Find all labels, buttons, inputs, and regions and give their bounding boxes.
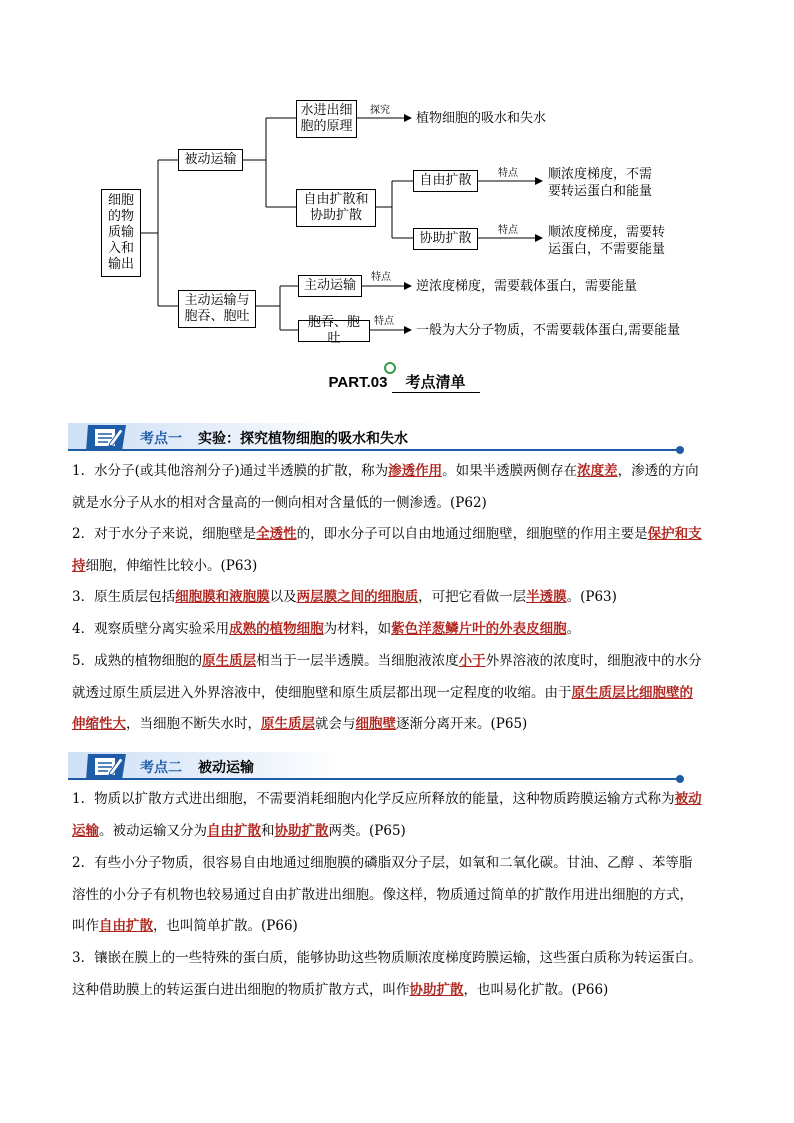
text-span: 。 <box>566 621 581 637</box>
diagram-connectors <box>0 0 794 360</box>
osmosis-arrow-label: 探究 <box>370 105 390 116</box>
keyword: 协助扩散 <box>409 981 464 998</box>
active-group-node: 主动运输与 胞吞、胞吐 <box>178 290 256 328</box>
keyword: 原生质层 <box>202 653 257 669</box>
text-span: 和 <box>261 822 275 839</box>
keyword: 紫色洋葱鳞片叶的外表皮细胞 <box>391 621 567 637</box>
paragraph-2-3 <box>72 943 732 1006</box>
endocytosis-arrow-label: 特点 <box>374 316 394 327</box>
text-span: 为材料，如 <box>323 621 392 637</box>
text-span: 1．物质以扩散方式进出细胞，不需要消耗细胞内化学反应所释放的能量，这种物质跨膜运输方式称为 <box>72 791 675 807</box>
facilitated-result-text: 顺浓度梯度，需要转 运蛋白，不需要能量 <box>548 225 666 257</box>
paragraph-1-4 <box>72 614 732 646</box>
keyword: 小于 <box>458 653 486 669</box>
text-span: 细胞，伸缩性比较小。(P63) <box>85 557 258 574</box>
text-span: ，当细胞不断失水时， <box>126 716 261 732</box>
text-span: ，渗透的方向 <box>617 463 699 479</box>
text-span: 就是水分子从水的相对含量高的一侧向相对含量低的一侧渗透。(P62) <box>72 494 487 511</box>
keyword: 自由扩散 <box>207 822 261 839</box>
diagram-root-node: 细胞 的物 质输 入和 输出 <box>101 189 141 277</box>
section-header-rule <box>68 778 680 780</box>
text-span: 2．对于水分子来说，细胞壁是 <box>72 526 257 542</box>
text-span: 2．有些小分子物质，很容易自由地通过细胞膜的磷脂双分子层，如氧和二氧化碳。甘油、乙醇 、苯等脂 <box>72 855 693 871</box>
keyword: 全透性 <box>256 526 297 542</box>
keyword: 半透膜 <box>526 589 567 605</box>
diffusion-group-node: 自由扩散和 协助扩散 <box>296 189 376 227</box>
text-span: 1．水分子(或其他溶剂分子)通过半透膜的扩散，称为 <box>72 463 389 479</box>
text-span: 叫作 <box>72 918 99 934</box>
keyword: 原生质层 <box>261 716 315 732</box>
text-span: ，也叫简单扩散。(P66) <box>153 918 298 934</box>
keyword: 渗透作用 <box>388 463 443 479</box>
keyword: 细胞膜和液胞膜 <box>175 589 270 605</box>
text-span: 就透过原生质层进入外界溶液中，使细胞壁和原生质层都出现一定程度的收缩。由于 <box>72 684 572 701</box>
section-header-dot <box>676 446 684 454</box>
text-span: ，可把它看做一层 <box>418 589 527 605</box>
section-header-rule <box>68 449 680 451</box>
text-span: 。被动运输又分为 <box>99 822 207 839</box>
section-header-1 <box>68 423 710 451</box>
keyword: 细胞壁 <box>355 716 396 732</box>
text-span: 5．成熟的植物细胞的 <box>72 653 203 669</box>
paragraph-1-5 <box>72 646 732 741</box>
text-span: 。如果半透膜两侧存在 <box>442 463 578 479</box>
paragraph-2-1 <box>72 784 732 847</box>
keyword: 浓度差 <box>577 463 618 479</box>
text-span: 相当于一层半透膜。当细胞液浓度 <box>256 653 459 669</box>
keyword: 自由扩散 <box>99 918 153 934</box>
keyword: 协助扩散 <box>274 822 329 839</box>
active-arrow-label: 特点 <box>371 272 391 283</box>
section-title: 实验：探究植物细胞的吸水和失水 <box>198 431 408 447</box>
text-span: 。(P63) <box>566 589 617 605</box>
text-span: ，也叫易化扩散。(P66) <box>463 981 609 998</box>
text-span: 4．观察质壁分离实验采用 <box>72 621 230 637</box>
osmosis-principle-node: 水进出细 胞的原理 <box>296 100 357 138</box>
passive-transport-node: 被动运输 <box>178 149 243 171</box>
keyword: 运输 <box>72 822 99 839</box>
part-heading <box>0 371 794 392</box>
free-diffusion-node: 自由扩散 <box>413 170 478 192</box>
text-span: 的，即水分子可以自由地通过细胞壁，细胞壁的作用主要是 <box>296 526 648 542</box>
paragraph-1-3 <box>72 582 732 614</box>
paragraph-1-2 <box>72 519 732 582</box>
active-result-text: 逆浓度梯度，需要载体蛋白，需要能量 <box>416 279 638 294</box>
part-label: PART.03 <box>328 374 388 391</box>
paragraph-1-1 <box>72 456 732 519</box>
keyword: 两层膜之间的细胞质 <box>296 589 419 605</box>
keyword: 伸缩性大 <box>72 716 126 732</box>
section-header-2 <box>68 752 710 780</box>
endocytosis-result-text: 一般为大分子物质，不需要载体蛋白,需要能量 <box>416 323 681 338</box>
text-span: 这种借助膜上的转运蛋白进出细胞的物质扩散方式，叫作 <box>72 981 410 998</box>
endocytosis-node: 胞吞、胞吐 <box>298 320 370 342</box>
text-span: 3．原生质层包括 <box>72 589 176 605</box>
keyword: 原生质层比细胞壁的 <box>571 684 693 701</box>
text-span: 外界溶液的浓度时，细胞液中的水分 <box>485 653 702 669</box>
paragraph-2-2 <box>72 848 732 943</box>
keyword: 持 <box>72 557 86 574</box>
osmosis-result-text: 植物细胞的吸水和失水 <box>416 111 547 126</box>
notepad-pencil-icon <box>86 750 128 780</box>
text-span: 3．镶嵌在膜上的一些特殊的蛋白质，能够协助这些物质顺浓度梯度跨膜运输，这些蛋白质称为转运蛋白。 <box>72 950 702 966</box>
section-title: 被动运输 <box>198 760 254 776</box>
keyword: 被动 <box>674 791 702 807</box>
part-decor-ring-icon <box>383 361 397 375</box>
section-tag: 考点一 <box>140 431 182 447</box>
part-title-text: 考点清单 <box>405 373 466 391</box>
text-span: 溶性的小分子有机物也较易通过自由扩散进出细胞。像这样，物质通过简单的扩散作用进出细胞的方式， <box>72 886 693 903</box>
section-tag: 考点二 <box>140 760 182 776</box>
part-underline <box>392 392 480 393</box>
notepad-pencil-icon <box>86 421 128 451</box>
facilitated-arrow-label: 特点 <box>498 225 518 236</box>
text-span: 以及 <box>269 589 297 605</box>
text-span: 逐渐分离开来。(P65) <box>396 716 528 732</box>
section-header-dot <box>676 775 684 783</box>
keyword: 成熟的植物细胞 <box>229 621 324 637</box>
keyword: 保护和支 <box>647 526 702 542</box>
active-transport-node: 主动运输 <box>298 275 362 297</box>
text-span: 两类。(P65) <box>328 822 406 839</box>
text-span: 就会与 <box>315 716 356 732</box>
facilitated-diffusion-node: 协助扩散 <box>413 228 478 250</box>
free-diffusion-arrow-label: 特点 <box>498 168 518 179</box>
free-diffusion-result-text: 顺浓度梯度，不需 要转运蛋白和能量 <box>548 167 653 199</box>
